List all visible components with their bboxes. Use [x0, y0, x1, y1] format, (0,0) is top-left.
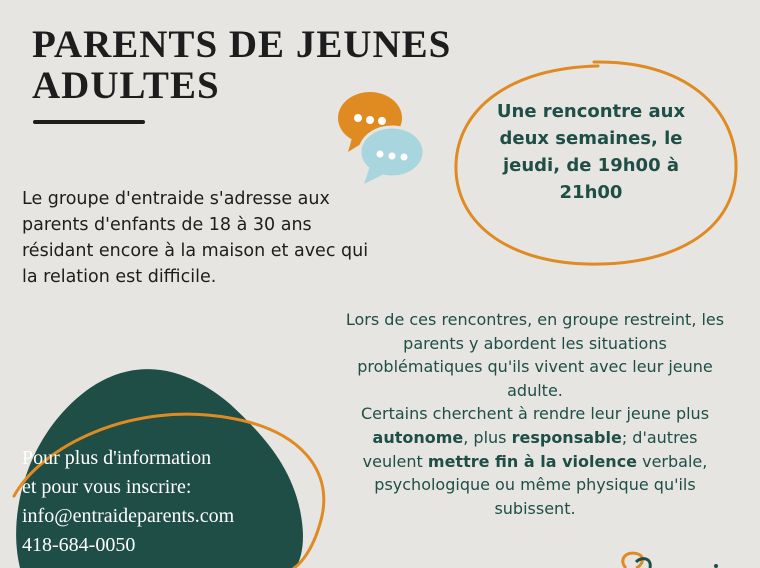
logo-icon: [612, 548, 760, 568]
details-text: [342, 308, 728, 520]
title-line-2: ADULTES: [32, 64, 220, 107]
emphasis-autonome: autonome: [372, 427, 464, 447]
contact-phone[interactable]: 418-684-0050: [22, 534, 136, 556]
emphasis-violence: mettre fin à la violence: [427, 451, 638, 471]
contact-line-1: Pour plus d'information: [22, 447, 212, 469]
title-underline: [33, 120, 145, 124]
blue-speech-bubble-icon: [360, 127, 424, 184]
intro-text: Le groupe d'entraide s'adresse aux parents d'enfants de 18 à 30 ans résidant encore à la maison et avec qui la relation est difficile.: [22, 189, 369, 287]
contact-email[interactable]: info@entraideparents.com: [22, 505, 235, 527]
chat-bubbles-illustration: [330, 86, 440, 196]
details-paragraph-1: Lors de ces rencontres, en groupe restreint, les parents y abordent les situations problématiques qu'ils vivent avec leur jeune adulte.: [345, 310, 725, 400]
emphasis-responsable: responsable: [511, 427, 622, 447]
schedule-text: Une rencontre aux deux semaines, le jeudi, de 19h00 à 21h00: [496, 101, 686, 203]
contact-line-2: et pour vous inscrire:: [22, 476, 192, 498]
title-line-1: PARENTS DE JEUNES: [32, 23, 452, 66]
details-paragraph-2: Certains cherchent à rendre leur jeune plus autonome, plus responsable; d'autres veulent mettre fin à la violence verbale, psychologique ou même physique qu'ils subissent.: [360, 404, 710, 518]
contact-info: [22, 444, 322, 560]
